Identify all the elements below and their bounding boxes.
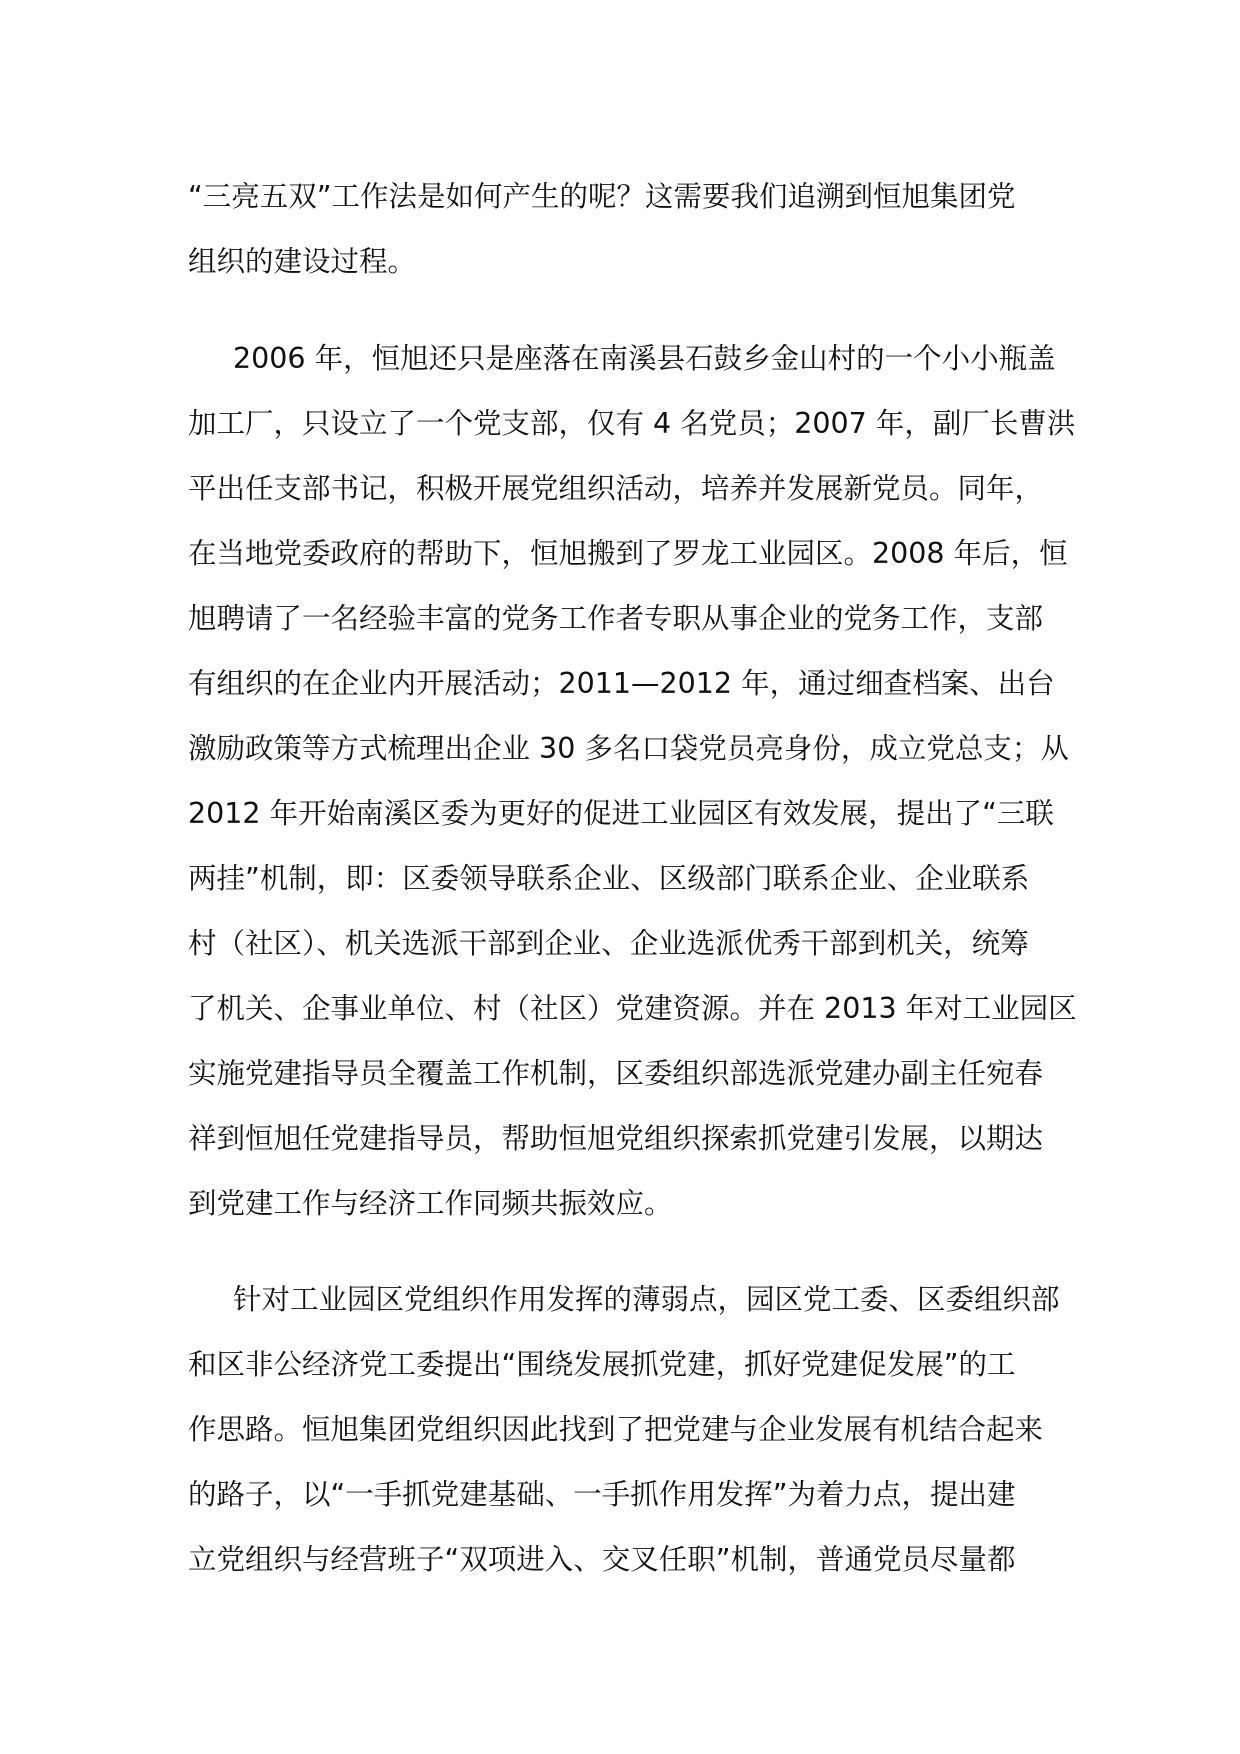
text-line: 加工厂，只设立了一个党支部，仅有 4 名党员；2007 年，副厂长曹洪 xyxy=(188,407,1076,440)
text-line: 到党建工作与经济工作同频共振效应。 xyxy=(188,1187,673,1220)
text-line: 作思路。恒旭集团党组织因此找到了把党建与企业发展有机结合起来 xyxy=(188,1413,1044,1446)
text-line: 2006 年，恒旭还只是座落在南溪县石鼓乡金山村的一个小小瓶盖 xyxy=(233,342,1056,375)
text-line: 村（社区）、机关选派干部到企业、企业选派优秀干部到机关，统筹 xyxy=(188,927,1029,960)
text-line: 立党组织与经营班子“双项进入、交叉任职”机制，普通党员尽量都 xyxy=(188,1543,1016,1576)
text-line: 2012 年开始南溪区委为更好的促进工业园区有效发展，提出了“三联 xyxy=(188,797,1054,830)
text-line: 的路子，以“一手抓党建基础、一手抓作用发挥”为着力点，提出建 xyxy=(188,1478,1016,1511)
text-line: 有组织的在企业内开展活动；2011—2012 年，通过细查档案、出台 xyxy=(188,667,1055,700)
text-line: 针对工业园区党组织作用发挥的薄弱点，园区党工委、区委组织部 xyxy=(233,1283,1060,1316)
text-line: 了机关、企事业单位、村（社区）党建资源。并在 2013 年对工业园区 xyxy=(188,992,1077,1025)
text-line: 在当地党委政府的帮助下，恒旭搬到了罗龙工业园区。2008 年后，恒 xyxy=(188,537,1068,570)
paragraph-1 xyxy=(188,164,1088,294)
text-line: 祥到恒旭任党建指导员，帮助恒旭党组织探索抓党建引发展，以期达 xyxy=(188,1122,1044,1155)
text-line: 激励政策等方式梳理出企业 30 多名口袋党员亮身份，成立党总支；从 xyxy=(188,732,1069,765)
text-line: 组织的建设过程。 xyxy=(188,245,417,278)
text-line: 实施党建指导员全覆盖工作机制，区委组织部选派党建办副主任宛春 xyxy=(188,1057,1044,1090)
text-line: “三亮五双”工作法是如何产生的呢？这需要我们追溯到恒旭集团党 xyxy=(188,180,1016,213)
paragraph-3 xyxy=(188,1267,1088,1592)
text-line: 平出任支部书记，积极开展党组织活动，培养并发展新党员。同年， xyxy=(188,472,1044,505)
text-line: 和区非公经济党工委提出“围绕发展抓党建，抓好党建促发展”的工 xyxy=(188,1348,1016,1381)
text-line: 旭聘请了一名经验丰富的党务工作者专职从事企业的党务工作，支部 xyxy=(188,602,1044,635)
text-line: 两挂”机制，即：区委领导联系企业、区级部门联系企业、企业联系 xyxy=(188,862,1030,895)
paragraph-2 xyxy=(188,326,1088,1236)
